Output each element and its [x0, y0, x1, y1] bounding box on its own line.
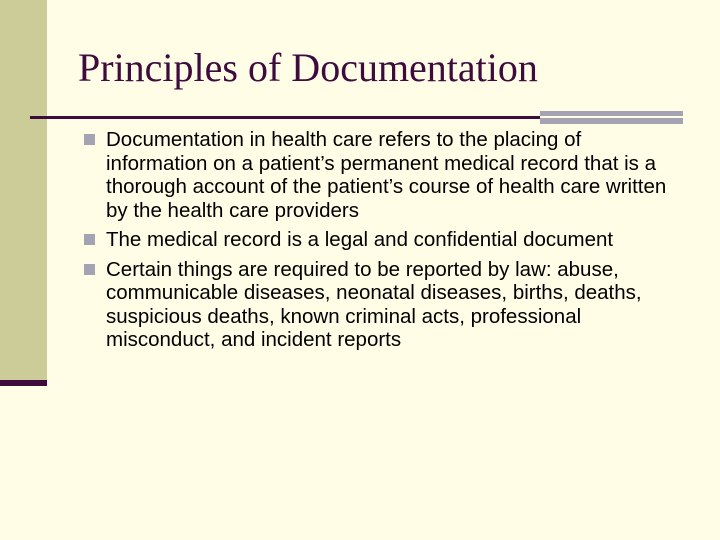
accent-bar-top	[540, 111, 683, 116]
bullet-list	[82, 128, 682, 358]
bullet-text: The medical record is a legal and confidential document	[106, 228, 614, 251]
left-decorative-band	[0, 0, 47, 385]
left-band-accent	[0, 380, 47, 386]
bullet-text: Certain things are required to be reported by law: abuse, communicable diseases, neonatal diseases, births, deaths, suspicious deaths, known criminal acts, professional misconduct, and incident reports	[106, 257, 642, 351]
bullet-item	[82, 228, 682, 252]
bullet-text: Documentation in health care refers to the placing of information on a patient’s permanent medical record that is a thorough account of the patient’s course of health care written by the health care providers	[106, 128, 667, 222]
bullet-item	[82, 258, 682, 352]
bullet-item	[82, 128, 682, 222]
slide-title: Principles of Documentation	[78, 45, 538, 90]
square-bullet-icon	[84, 134, 95, 145]
square-bullet-icon	[84, 234, 95, 245]
accent-bar-bottom	[540, 118, 683, 124]
square-bullet-icon	[84, 264, 95, 275]
title-divider	[30, 116, 540, 119]
